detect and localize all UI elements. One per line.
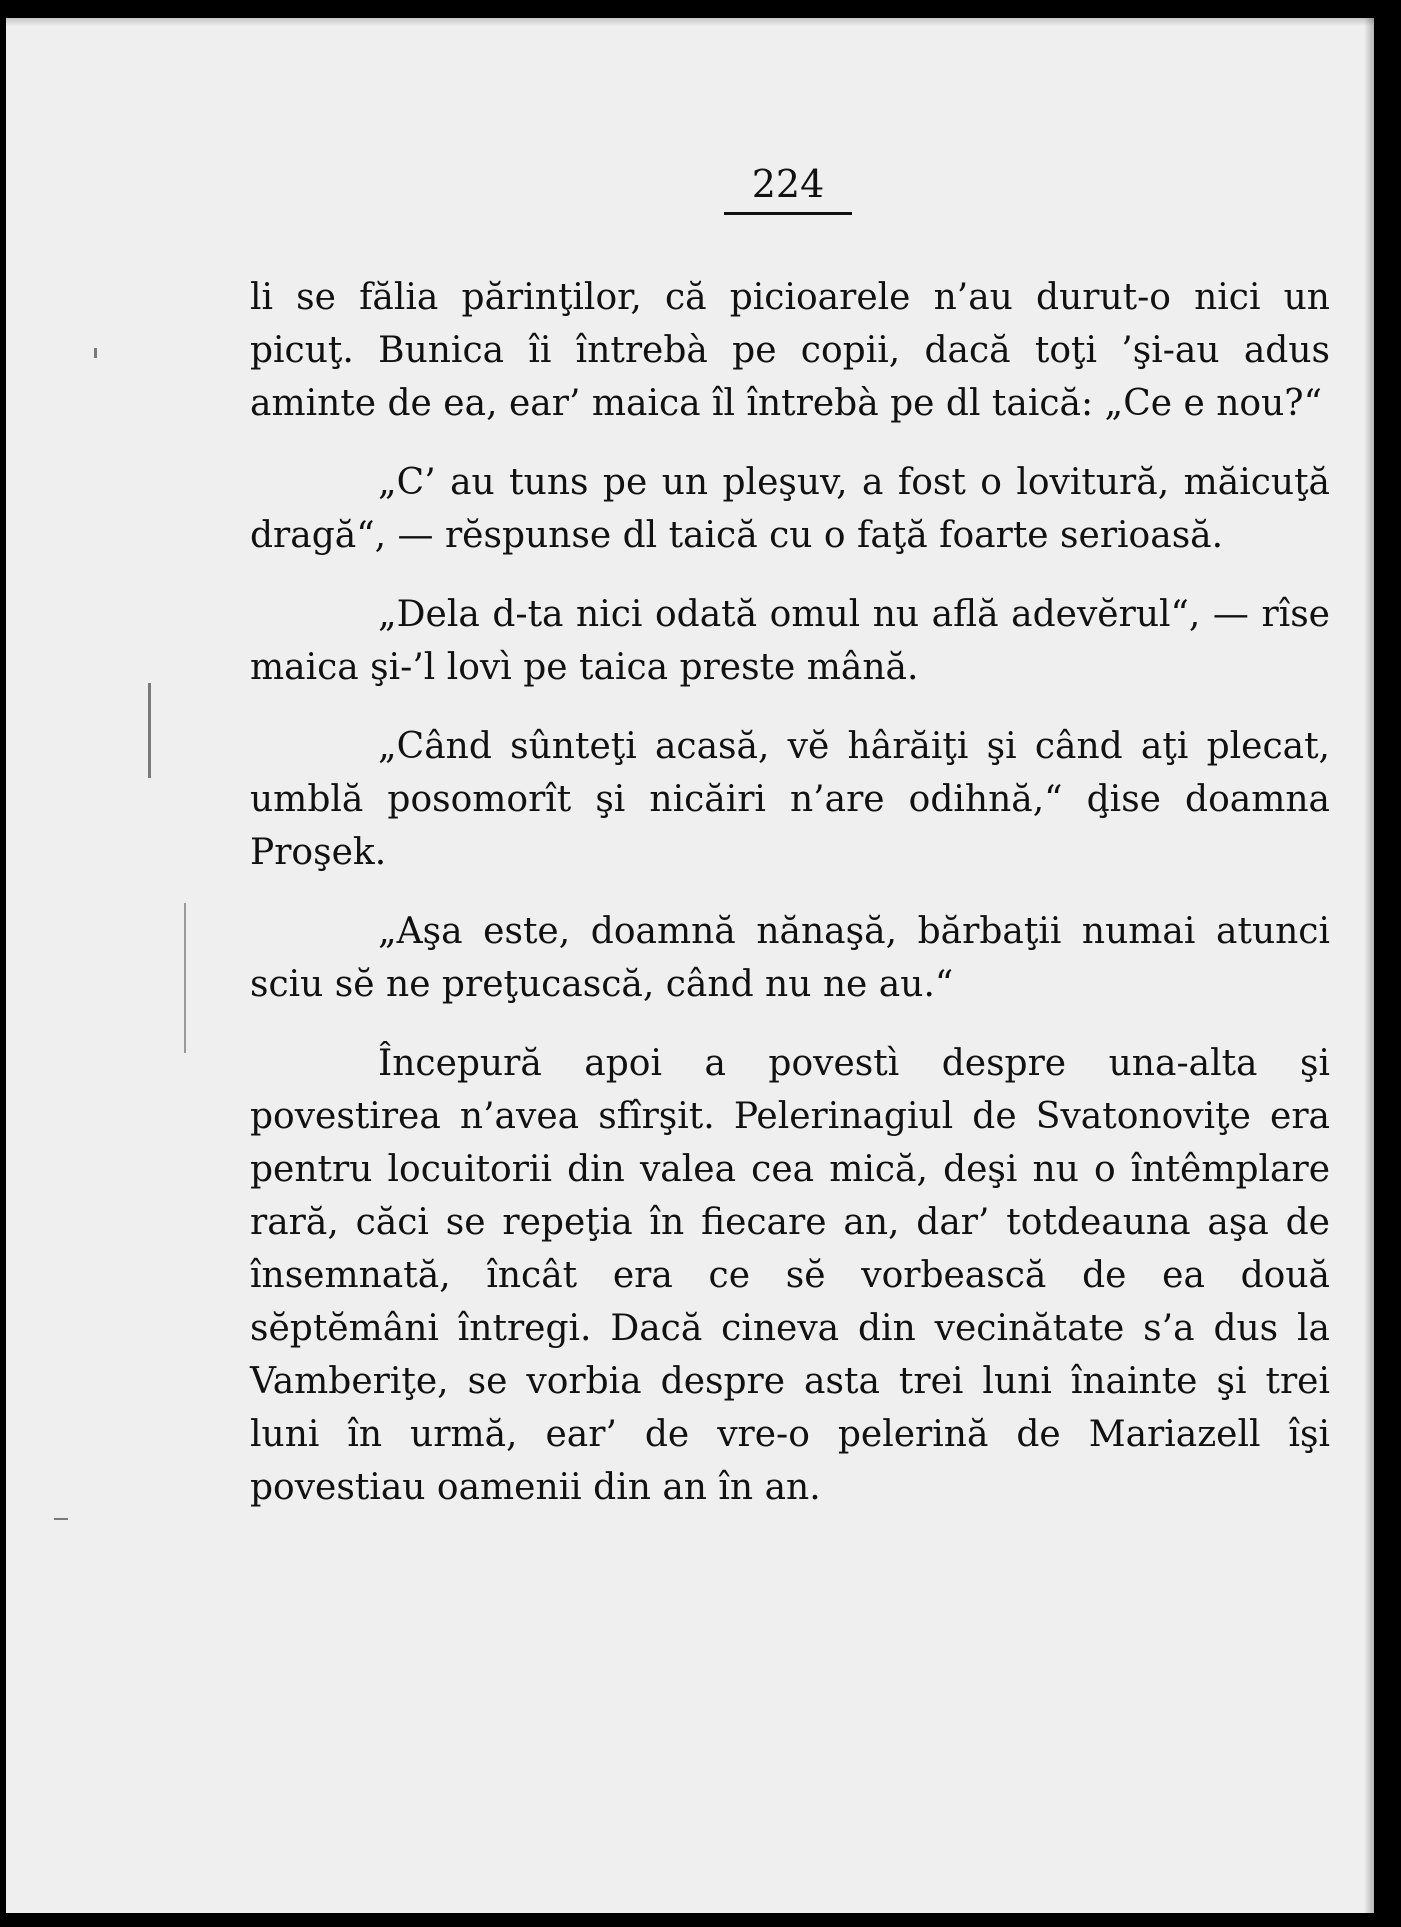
body-text	[250, 271, 1330, 1514]
margin-mark	[94, 348, 97, 358]
scanned-page	[6, 18, 1374, 1913]
margin-mark	[184, 903, 186, 1053]
paragraph: „Dela d-ta nici odată omul nu află adevĕrul“, — rîse maica şi-’l lovì pe taica preste mână.	[250, 594, 1330, 688]
paragraph: li se fălia părinţilor, că picioarele n’au durut-o nici un picuţ. Bunica îi întrebà pe copii, dacă toţi ’şi-au adus aminte de ea, ear’ maica îl întrebà pe dl taică: „Ce e nou?“	[250, 277, 1330, 424]
page-number: 224	[751, 162, 825, 206]
margin-mark	[54, 1518, 68, 1520]
page-right-shadow	[1364, 18, 1374, 1913]
paragraph: „Aşa este, doamnă nănaşă, bărbaţii numai atunci sciu sĕ ne preţucască, când nu ne au.“	[250, 911, 1330, 1005]
page-top-shadow	[6, 18, 1374, 26]
paragraph: „Când sûnteţi acasă, vĕ hârăiţi şi când aţi plecat, umblă posomorît şi nicăiri n’are odihnă,“ ḑise doamna Proşek.	[250, 726, 1330, 873]
paragraph: Începură apoi a povestì despre una-alta şi povestirea n’avea sfîrşit. Pelerinagiul de Svatonoviţe era pentru locuitorii din valea cea mică, deşi nu o întêmplare rară, căci se repeţia în fiecare an, dar’ totdeauna aşa de însemnată, încât era ce sĕ vorbească de ea două sĕptĕmâni întregi. Dacă cineva din vecinătate s’a dus la Vamberiţe, se vorbia despre asta trei luni înainte şi trei luni în urmă, ear’ de vre-o pelerină de Mariazell îşi povestiau oamenii din an în an.	[250, 1043, 1330, 1508]
page-number-underline	[724, 212, 852, 215]
paragraph: „C’ au tuns pe un pleşuv, a fost o lovitură, măicuţă dragă“, — rĕspunse dl taică cu o faţă foarte serioasă.	[250, 462, 1330, 556]
margin-mark	[148, 683, 151, 778]
